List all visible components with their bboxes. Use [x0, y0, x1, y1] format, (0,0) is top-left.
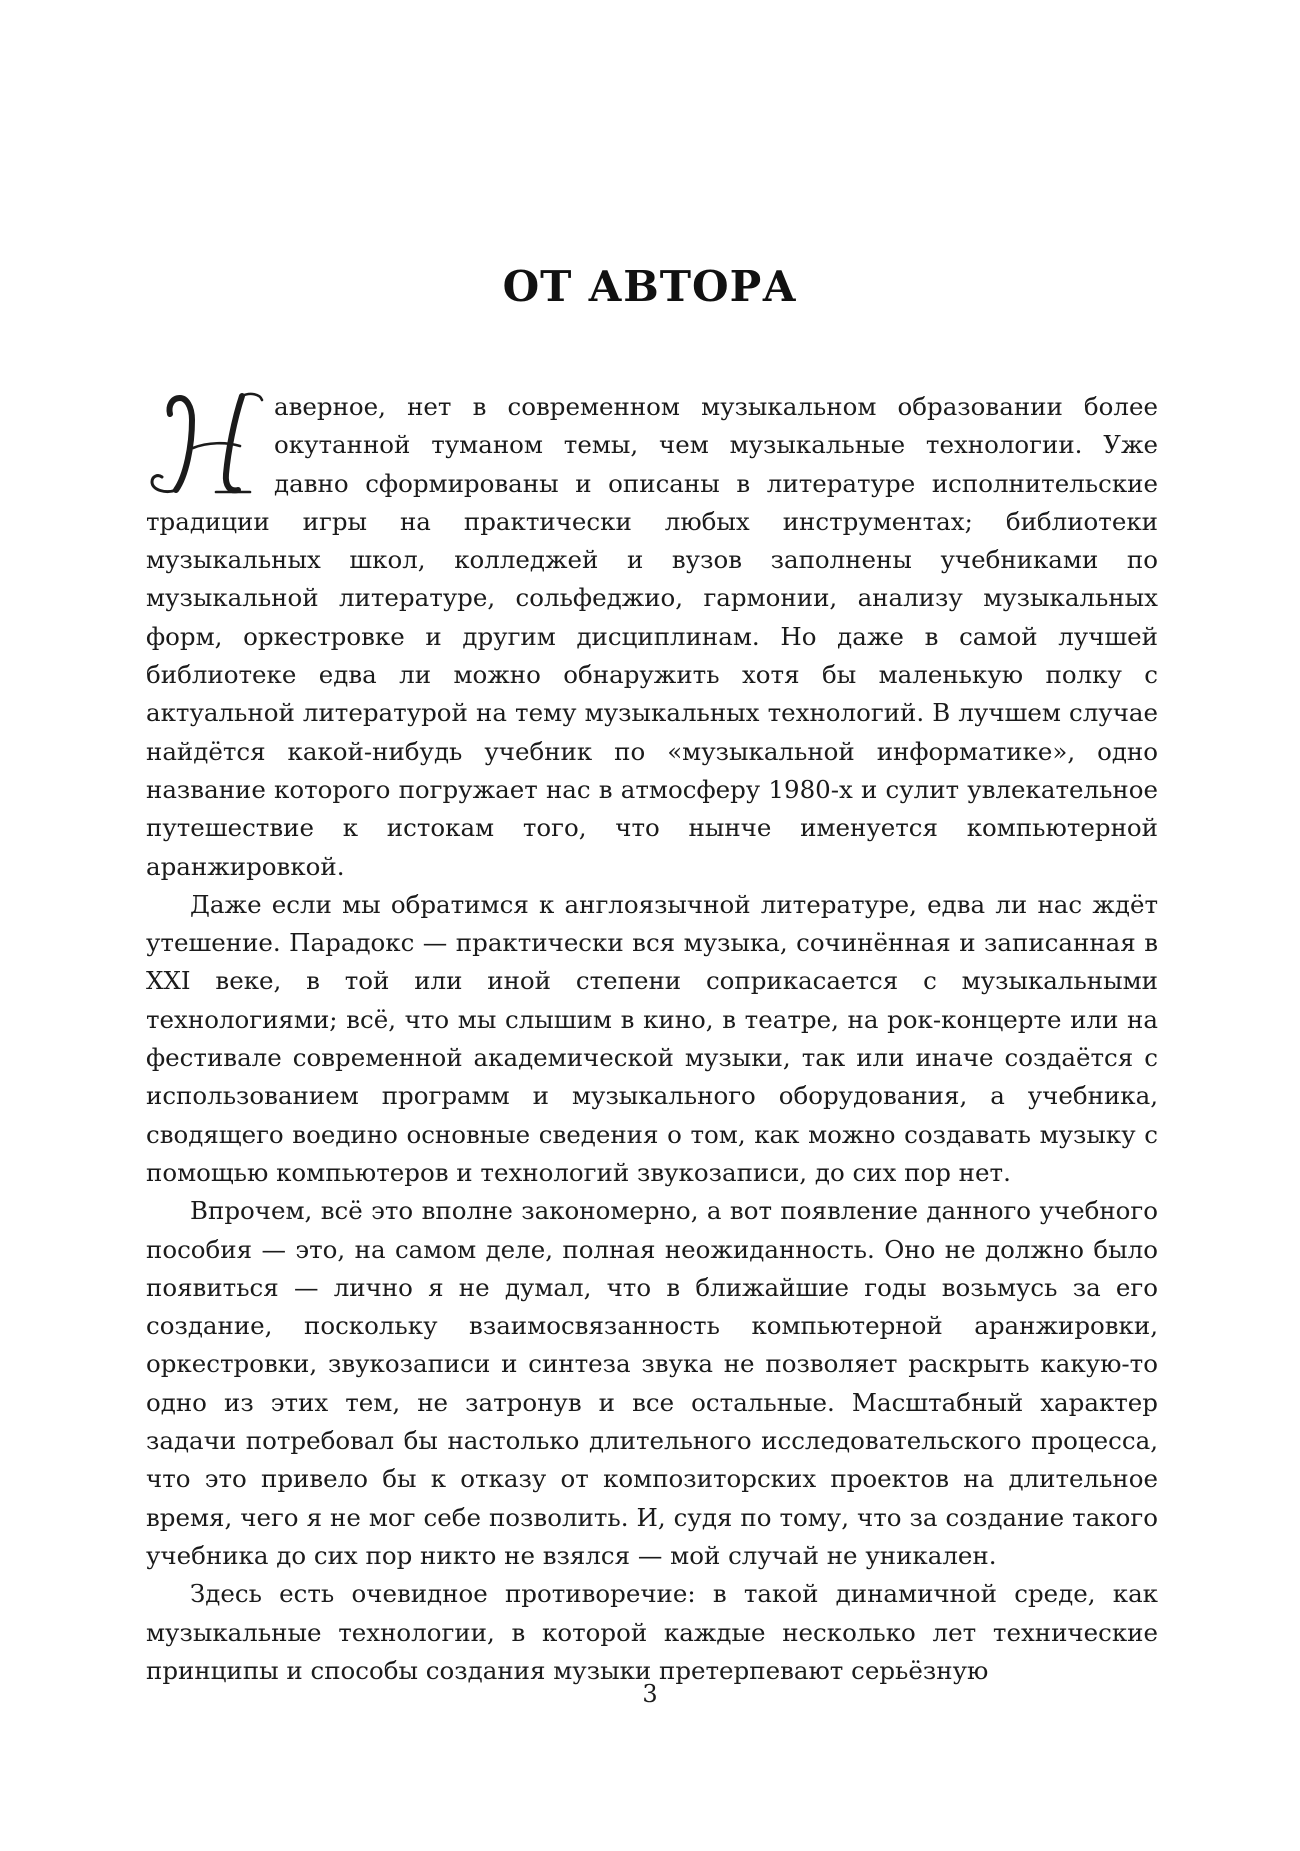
chapter-title: ОТ АВТОРА: [502, 262, 798, 311]
paragraph-2: Даже если мы обратимся к англоязычной литературе, едва ли нас ждёт утешение. Парадокс — практически вся музыка, сочинённая и записанная в XXI веке, в той или иной степени соприкасается с музыкальными технологиями; всё, что мы слышим в кино, в театре, на рок-концерте или на фестивале современной академической музыки, так или иначе создаётся с использованием программ и музыкального оборудования, а учебника, сводящего воедино основные сведения о том, как можно создавать музыку с помощью компьютеров и технологий звукозаписи, до сих пор нет.: [146, 889, 1158, 1187]
paragraph-3: Впрочем, всё это вполне закономерно, а вот появление данного учебного пособия — это, на самом деле, полная неожиданность. Оно не должно было появиться — лично я не думал, что в ближайшие годы возьмусь за его создание, поскольку взаимосвязанность компьютерной аранжировки, оркестровки, звукозаписи и синтеза звука не позволяет раскрыть какую-то одно из этих тем, не затронув и все остальные. Масштабный характер задачи потребовал бы настолько длительного исследовательского процесса, что это привело бы к отказу от композиторских проектов на длительное время, чего я не мог себе позволить. И, судя по тому, что за создание такого учебника до сих пор никто не взялся — мой случай не уникален.: [146, 1196, 1158, 1570]
drop-cap-letter-n: [146, 390, 268, 502]
paragraph-1: [146, 388, 1158, 886]
page-number: 3: [642, 1680, 658, 1708]
paragraph-4: Здесь есть очевидное противоречие: в такой динамичной среде, как музыкальные технологии, в которой каждые несколько лет технические принципы и способы создания музыки претерпевают серьёзную: [146, 1579, 1158, 1685]
paragraph-1-text: аверное, нет в современном музыкальном образовании более окутанной туманом темы, чем музыкальные технологии. Уже давно сформированы и описаны в литературе исполнительские традиции игры на практически любых инструментах; библиотеки музыкальных школ, колледжей и вузов заполнены учебниками по музыкальной литературе, сольфеджио, гармонии, анализу музыкальных форм, оркестровке и другим дисциплинам. Но даже в самой лучшей библиотеке едва ли можно обнаружить хотя бы маленькую полку с актуальной литературой на тему музыкальных технологий. В лучшем случае найдётся какой-нибудь учебник по «музыкальной информатике», одно название которого погружает нас в атмосферу 1980-х и сулит увлекательное путешествие к истокам того, что нынче именуется компьютерной аранжировкой.: [146, 392, 1158, 881]
body-text: [146, 388, 1158, 1690]
drop-cap: [146, 390, 268, 502]
